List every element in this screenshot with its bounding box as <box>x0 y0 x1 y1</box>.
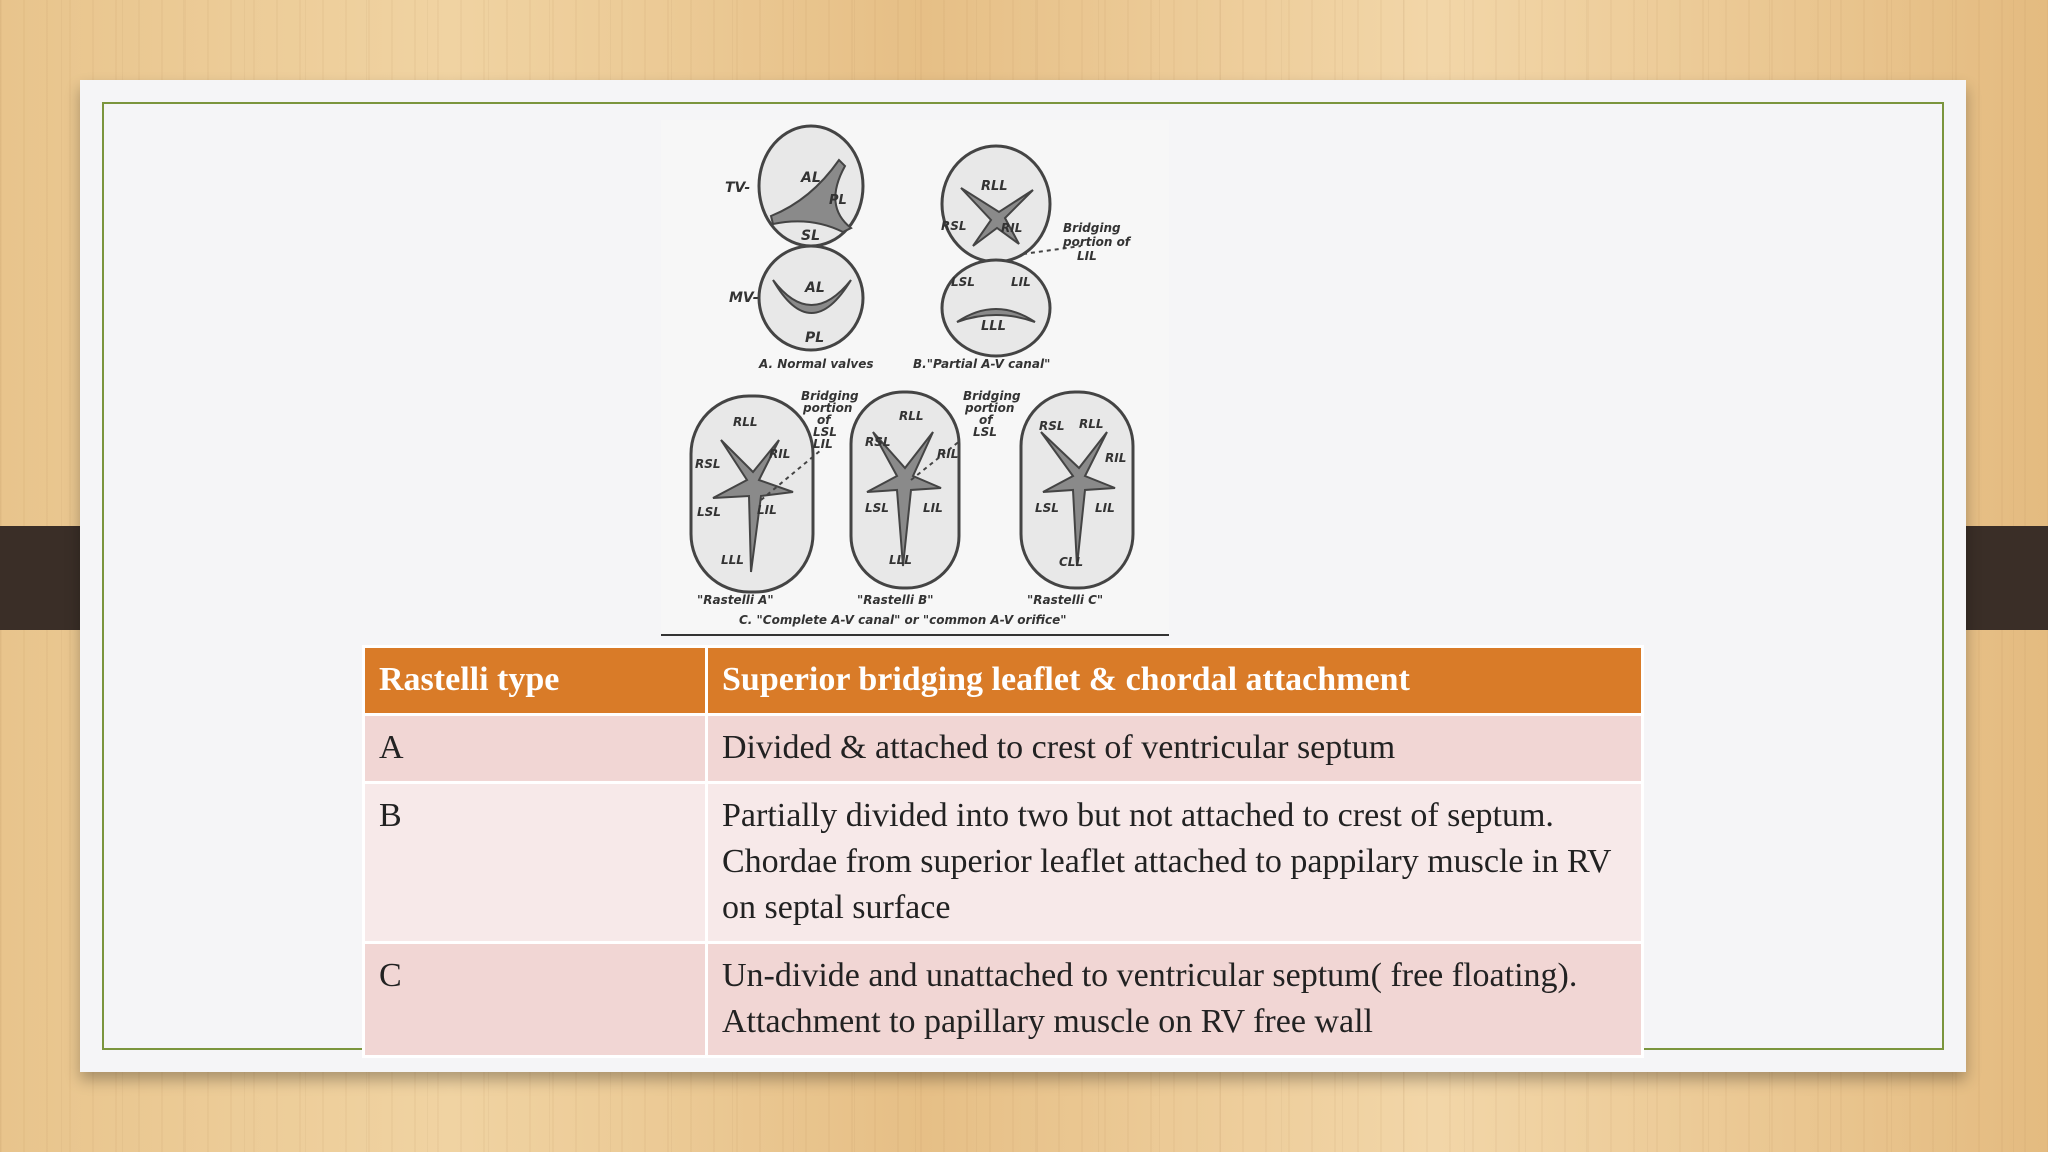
label-lll-ra: LLL <box>721 553 744 567</box>
bridging-lsl-a-2: portion <box>803 401 853 415</box>
caption-rastelli-a: "Rastelli A" <box>697 593 774 607</box>
header-rastelli-type: Rastelli type <box>364 647 707 715</box>
figure-bottom-rule <box>661 634 1169 636</box>
caption-a: A. Normal valves <box>759 357 874 371</box>
label-rsl-ra: RSL <box>695 457 721 471</box>
label-lsl-b: LSL <box>951 275 975 289</box>
caption-c: C. "Complete A-V canal" or "common A-V orifice" <box>739 613 1067 627</box>
label-ril-rc: RIL <box>1105 451 1127 465</box>
av-valve-diagram <box>661 120 1169 636</box>
table-row <box>364 943 1643 1057</box>
label-ril-ra: RIL <box>769 447 791 461</box>
label-rll-rc: RLL <box>1079 417 1104 431</box>
label-rll-rb: RLL <box>899 409 924 423</box>
row-type-cell: A <box>364 715 707 783</box>
label-rll-b: RLL <box>981 179 1008 194</box>
label-rsl-b: RSL <box>941 219 967 233</box>
bridging-lsl-b-1: Bridging <box>963 389 1021 403</box>
table-header-row <box>364 647 1643 715</box>
table-row <box>364 715 1643 783</box>
label-lil-rc: LIL <box>1095 501 1115 515</box>
caption-rastelli-c: "Rastelli C" <box>1027 593 1104 607</box>
partial-canal-upper-ring <box>942 146 1050 262</box>
label-ril-b: RIL <box>1001 221 1023 235</box>
row-description-cell: Divided & attached to crest of ventricular septum <box>707 715 1643 783</box>
caption-rastelli-b: "Rastelli B" <box>857 593 934 607</box>
bridging-lsl-b-3: of <box>979 413 993 427</box>
label-tv: TV- <box>725 180 751 196</box>
label-lil-b: LIL <box>1011 275 1031 289</box>
caption-b: B."Partial A-V canal" <box>913 357 1051 371</box>
bridging-lsl-a-4: LSL <box>813 425 837 439</box>
label-al-tv: AL <box>801 170 821 186</box>
bridging-lil-2: portion of <box>1063 235 1131 249</box>
label-pl-mv: PL <box>805 330 825 346</box>
bridging-lsl-a-1: Bridging <box>801 389 859 403</box>
row-description-cell: Un-divide and unattached to ventricular septum( free floating). Attachment to papillary muscle on RV free wall <box>707 943 1643 1057</box>
label-lsl-rc: LSL <box>1035 501 1059 515</box>
label-lil-ra: LIL <box>757 503 777 517</box>
label-lsl-rb: LSL <box>865 501 889 515</box>
label-rsl-rc: RSL <box>1039 419 1065 433</box>
header-superior-bridging-leaflet: Superior bridging leaflet & chordal attachment <box>707 647 1643 715</box>
bridging-lsl-b-4: LSL <box>973 425 997 439</box>
label-lil-rb: LIL <box>923 501 943 515</box>
label-rll-ra: RLL <box>733 415 758 429</box>
label-pl-tv: PL <box>829 193 847 208</box>
label-sl: SL <box>801 228 821 244</box>
label-cll-rc: CLL <box>1059 555 1084 569</box>
label-al-mv: AL <box>805 280 825 296</box>
bridging-lsl-b-2: portion <box>965 401 1015 415</box>
row-type-cell: C <box>364 943 707 1057</box>
label-lll-b: LLL <box>981 319 1006 334</box>
label-lsl-ra: LSL <box>697 505 721 519</box>
row-description-cell: Partially divided into two but not attached to crest of septum. Chordae from superior leaflet attached to pappilary muscle in RV on septal surface <box>707 783 1643 943</box>
label-rsl-rb: RSL <box>865 435 891 449</box>
label-lll-rb: LLL <box>889 553 912 567</box>
rastelli-classification-table <box>362 645 1644 1058</box>
bridging-lsl-a-5: LIL <box>813 437 833 451</box>
label-ril-rb: RIL <box>937 447 959 461</box>
bridging-lil-1: Bridging <box>1063 221 1121 235</box>
table-row <box>364 783 1643 943</box>
row-type-cell: B <box>364 783 707 943</box>
bridging-lsl-a-3: of <box>817 413 831 427</box>
bridging-lil-3: LIL <box>1077 249 1097 263</box>
label-mv: MV- <box>729 290 759 306</box>
